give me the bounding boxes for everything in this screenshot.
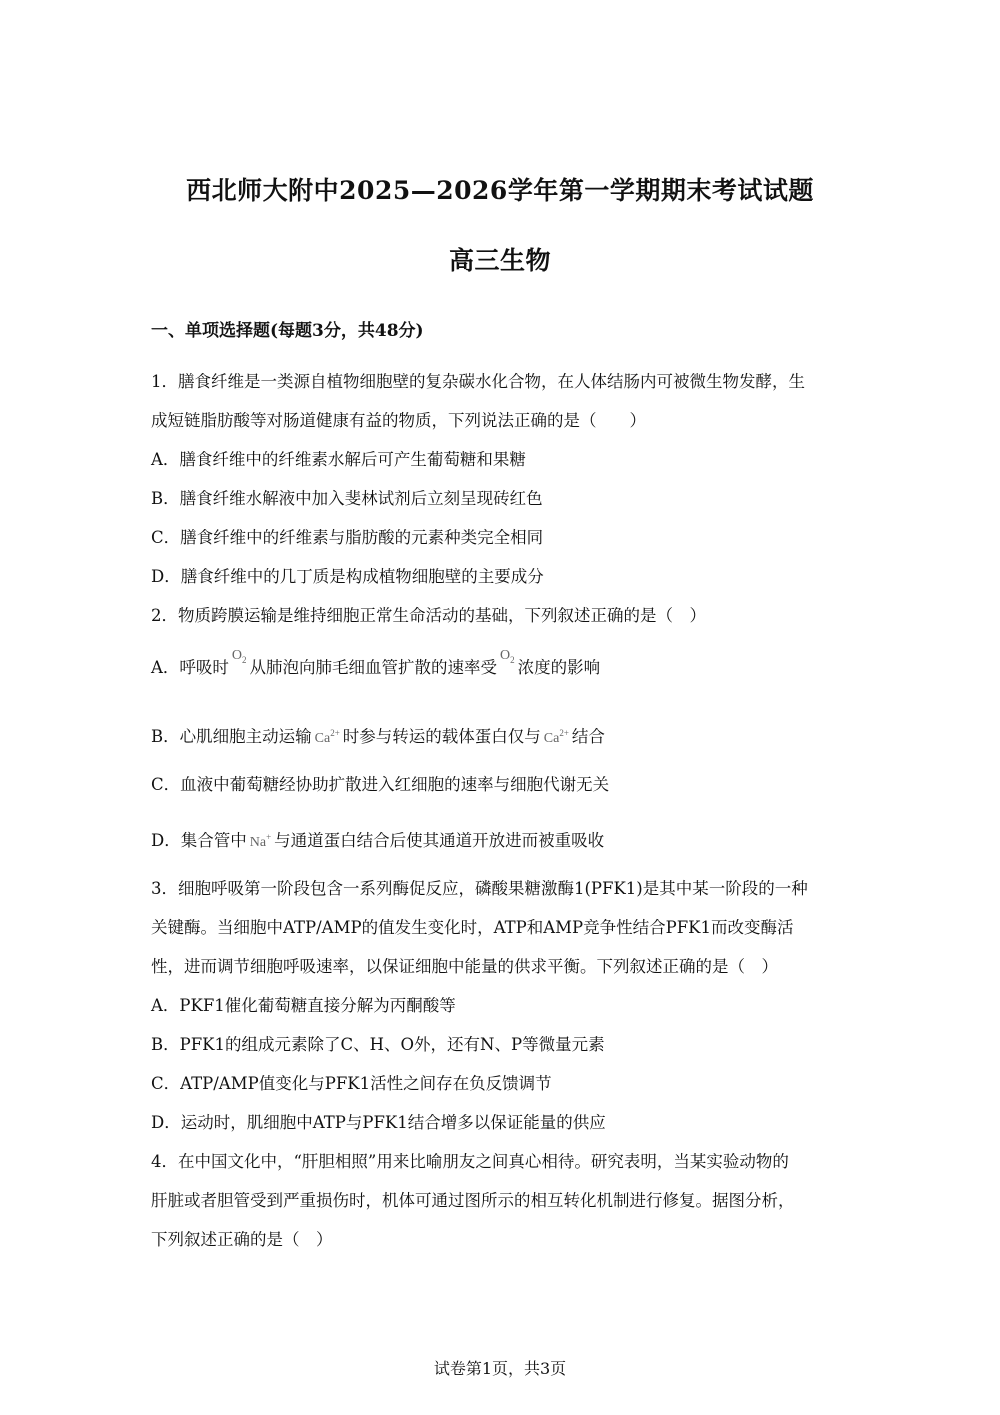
q2-a-text-3: 浓度的影响 [517,658,601,677]
q2-a-text-1: A．呼吸时 [151,658,229,677]
q2-stem: 2．物质跨膜运输是维持细胞正常生命活动的基础，下列叙述正确的是（ ） [151,606,706,625]
q2-d-text-1: D．集合管中 [151,831,247,850]
q2-a-text-2: 从肺泡向肺毛细血管扩散的速率受 [249,658,498,677]
na-base: Na [249,835,267,850]
q3-option-a: A．PKF1催化葡萄糖直接分解为丙酮酸等 [151,996,456,1015]
q1-option-a: A．膳食纤维中的纤维素水解后可产生葡萄糖和果糖 [151,450,526,469]
q4-stem-line1: 4．在中国文化中，“肝胆相照”用来比喻朋友之间真心相待。研究表明，当某实验动物的 [151,1152,789,1171]
q2-option-a [151,648,601,686]
q1-option-b: B．膳食纤维水解液中加入斐林试剂后立刻呈现砖红色 [151,489,543,508]
o2-base-2: O [500,648,511,663]
q3-stem-line2: 关键酶。当细胞中ATP/AMP的值发生变化时，ATP和AMP竞争性结合PFK1而改变酶活 [151,918,794,937]
q1-stem-line2: 成短链脂肪酸等对肠道健康有益的物质，下列说法正确的是（ ） [151,411,646,430]
ca-sup: 2+ [330,728,340,738]
q2-b-text-2: 时参与转运的载体蛋白仅与 [342,727,541,746]
q3-stem-line1: 3．细胞呼吸第一阶段包含一系列酶促反应，磷酸果糖激酶1(PFK1)是其中某一阶段的一种 [151,879,808,898]
o2-base: O [231,648,243,663]
q3-option-c: C．ATP/AMP值变化与PFK1活性之间存在负反馈调节 [151,1074,552,1093]
q4-stem-line3: 下列叙述正确的是（ ） [151,1230,333,1249]
o2-sub: 2 [242,655,247,665]
ca-ion-formula-2 [544,721,569,751]
o2-sub-2: 2 [510,655,515,665]
q2-b-text-3: 结合 [571,727,605,746]
ca-base-2: Ca [543,731,560,746]
q3-option-d: D．运动时，肌细胞中ATP与PFK1结合增多以保证能量的供应 [151,1113,606,1132]
page-footer: 试卷第1页，共3页 [433,1359,567,1378]
o2-formula [232,644,247,672]
q1-stem-line1: 1．膳食纤维是一类源自植物细胞壁的复杂碳水化合物，在人体结肠内可被微生物发酵，生 [151,372,805,391]
q2-d-text-2: 与通道蛋白结合后使其通道开放进而被重吸收 [274,831,605,850]
exam-subject: 高三生物 [448,246,551,275]
na-sup: + [266,832,272,842]
q4-stem-line2: 肝脏或者胆管受到严重损伤时，机体可通过图所示的相互转化机制进行修复。据图分析， [151,1191,795,1210]
na-ion-formula [250,825,271,855]
q3-option-b: B．PFK1的组成元素除了C、H、O外，还有N、P等微量元素 [151,1035,605,1054]
q1-option-c: C．膳食纤维中的纤维素与脂肪酸的元素种类完全相同 [151,528,544,547]
ca-ion-formula [315,721,340,751]
q2-option-b [151,721,605,751]
section-heading: 一、单项选择题(每题3分，共48分) [151,321,424,341]
q2-option-d [151,825,604,855]
exam-title: 西北师大附中2025—2026学年第一学期期末考试试题 [186,176,814,205]
q3-stem-line3: 性，进而调节细胞呼吸速率，以保证细胞中能量的供求平衡。下列叙述正确的是（ ） [151,957,778,976]
q2-b-text-1: B．心肌细胞主动运输 [151,727,312,746]
o2-formula-2 [500,644,515,672]
q1-option-d: D．膳食纤维中的几丁质是构成植物细胞壁的主要成分 [151,567,544,586]
ca-sup-2: 2+ [559,728,569,738]
q2-option-c: C．血液中葡萄糖经协助扩散进入红细胞的速率与细胞代谢无关 [151,775,610,794]
ca-base: Ca [314,731,331,746]
